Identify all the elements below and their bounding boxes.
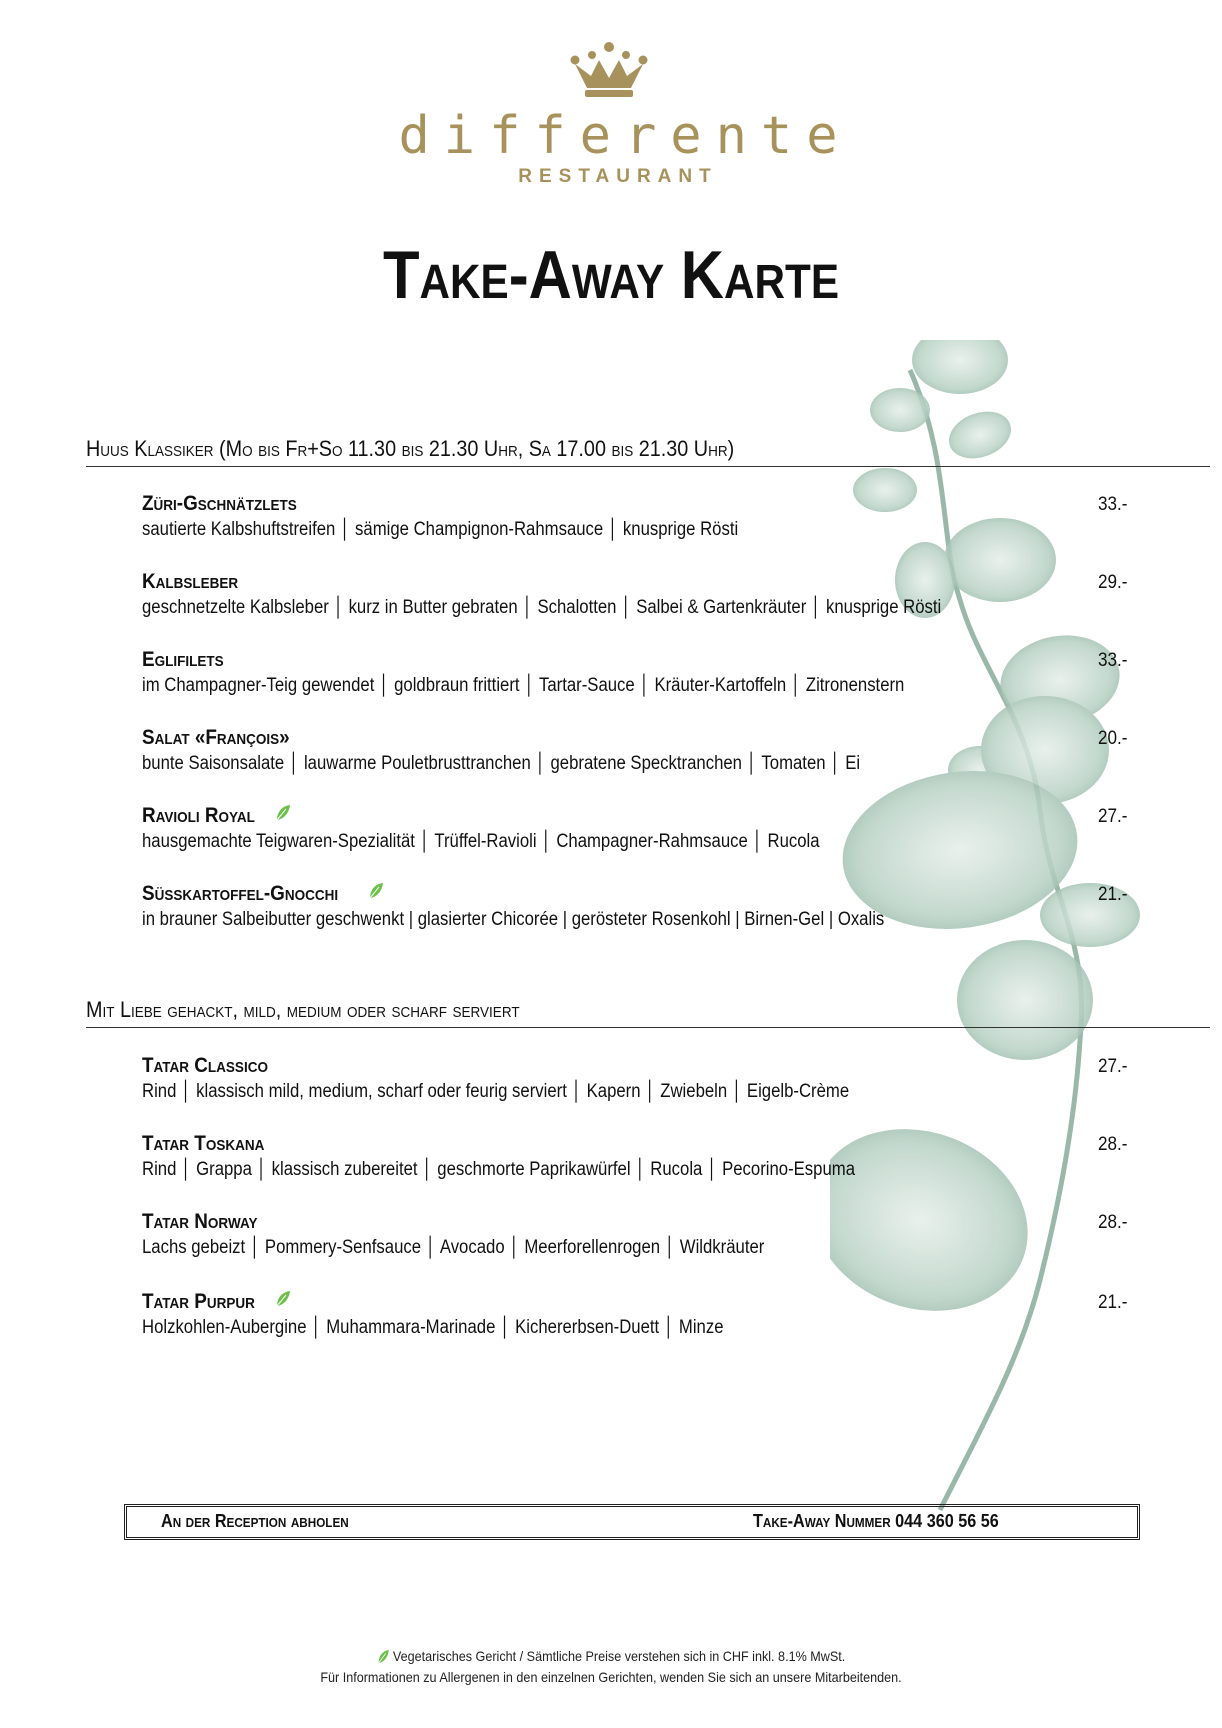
item-description: Holzkohlen-Aubergine │ Muhammara-Marinade │ Kichererbsen-Duett │ Minze <box>142 1317 724 1338</box>
menu-item <box>142 648 1132 697</box>
item-price: 27.- <box>1098 806 1128 827</box>
item-price: 20.- <box>1098 728 1128 749</box>
brand-name: differente <box>398 106 852 166</box>
item-price: 33.- <box>1098 494 1128 515</box>
item-price: 21.- <box>1098 1292 1128 1313</box>
item-price: 33.- <box>1098 650 1128 671</box>
item-price: 28.- <box>1098 1134 1128 1155</box>
menu-item <box>142 1210 1132 1259</box>
pickup-note: An der Reception abholen <box>161 1511 349 1531</box>
menu-item <box>142 1290 1132 1339</box>
item-description: hausgemachte Teigwaren-Spezialität │ Trüffel-Ravioli │ Champagner-Rahmsauce │ Rucola <box>142 831 820 852</box>
item-name: Eglifilets <box>142 648 224 671</box>
page-title: Take-Away Karte <box>382 237 840 313</box>
menu-item <box>142 726 1132 775</box>
item-price: 21.- <box>1098 884 1128 905</box>
item-price: 28.- <box>1098 1212 1128 1233</box>
item-description: im Champagner-Teig gewendet │ goldbraun frittiert │ Tartar-Sauce │ Kräuter-Kartoffeln │ Zitronenstern <box>142 675 905 696</box>
menu-item <box>142 570 1132 619</box>
menu-item <box>142 804 1132 853</box>
item-description: Rind │ Grappa │ klassisch zubereitet │ geschmorte Paprikawürfel │ Rucola │ Pecorino-Espuma <box>142 1159 855 1180</box>
item-name: Süsskartoffel-Gnocchi <box>142 882 339 905</box>
vegetarian-leaf-icon <box>275 804 291 822</box>
vegetarian-leaf-icon <box>377 1649 390 1665</box>
takeaway-phone: Take-Away Nummer 044 360 56 56 <box>753 1511 999 1531</box>
item-description: geschnetzelte Kalbsleber │ kurz in Butter gebraten │ Schalotten │ Salbei & Gartenkräuter │ knusprige Rösti <box>142 597 942 618</box>
pickup-info-box <box>124 1504 1140 1540</box>
item-name: Salat «François» <box>142 726 290 749</box>
menu-item <box>142 1132 1132 1181</box>
legend-text: Vegetarisches Gericht / Sämtliche Preise verstehen sich in CHF inkl. 8.1% MwSt. <box>392 1648 846 1664</box>
item-description: Rind │ klassisch mild, medium, scharf oder feurig serviert │ Kapern │ Zwiebeln │ Eigelb-Crème <box>142 1081 850 1102</box>
item-name: Tatar Norway <box>142 1210 258 1233</box>
menu-item <box>142 492 1132 541</box>
item-name: Züri-Gschnätzlets <box>142 492 297 515</box>
brand-subtitle: RESTAURANT <box>518 166 718 187</box>
item-description: in brauner Salbeibutter geschwenkt | glasierter Chicorée | gerösteter Rosenkohl | Birnen-Gel | Oxalis <box>142 909 885 930</box>
vegetarian-leaf-icon <box>368 882 384 900</box>
item-description: Lachs gebeizt │ Pommery-Senfsauce │ Avocado │ Meerforellenrogen │ Wildkräuter <box>142 1237 765 1258</box>
item-price: 29.- <box>1098 572 1128 593</box>
vegetarian-leaf-icon <box>275 1290 291 1308</box>
legal-notes <box>0 1648 1222 1689</box>
menu-item <box>142 882 1132 931</box>
item-price: 27.- <box>1098 1056 1128 1077</box>
item-description: bunte Saisonsalate │ lauwarme Pouletbrusttranchen │ gebratene Specktranchen │ Tomaten │ Ei <box>142 753 861 774</box>
item-name: Ravioli Royal <box>142 804 255 827</box>
section-heading-tatar: Mit Liebe gehackt, mild, medium oder scharf serviert <box>86 997 1210 1028</box>
item-description: sautierte Kalbshuftstreifen │ sämige Champignon-Rahmsauce │ knusprige Rösti <box>142 519 739 540</box>
section-heading-classics: Huus Klassiker (Mo bis Fr+So 11.30 bis 21.30 Uhr, Sa 17.00 bis 21.30 Uhr) <box>86 436 1210 467</box>
menu-item <box>142 1054 1132 1103</box>
item-name: Tatar Purpur <box>142 1290 255 1313</box>
legend-line <box>61 1648 1161 1665</box>
item-name: Tatar Toskana <box>142 1132 265 1155</box>
crown-icon <box>567 42 651 98</box>
item-name: Kalbsleber <box>142 570 239 593</box>
item-name: Tatar Classico <box>142 1054 268 1077</box>
restaurant-logo <box>0 42 1222 192</box>
allergen-note: Für Informationen zu Allergenen in den einzelnen Gerichten, wenden Sie sich an unsere Mitarbeitenden. <box>320 1669 902 1686</box>
